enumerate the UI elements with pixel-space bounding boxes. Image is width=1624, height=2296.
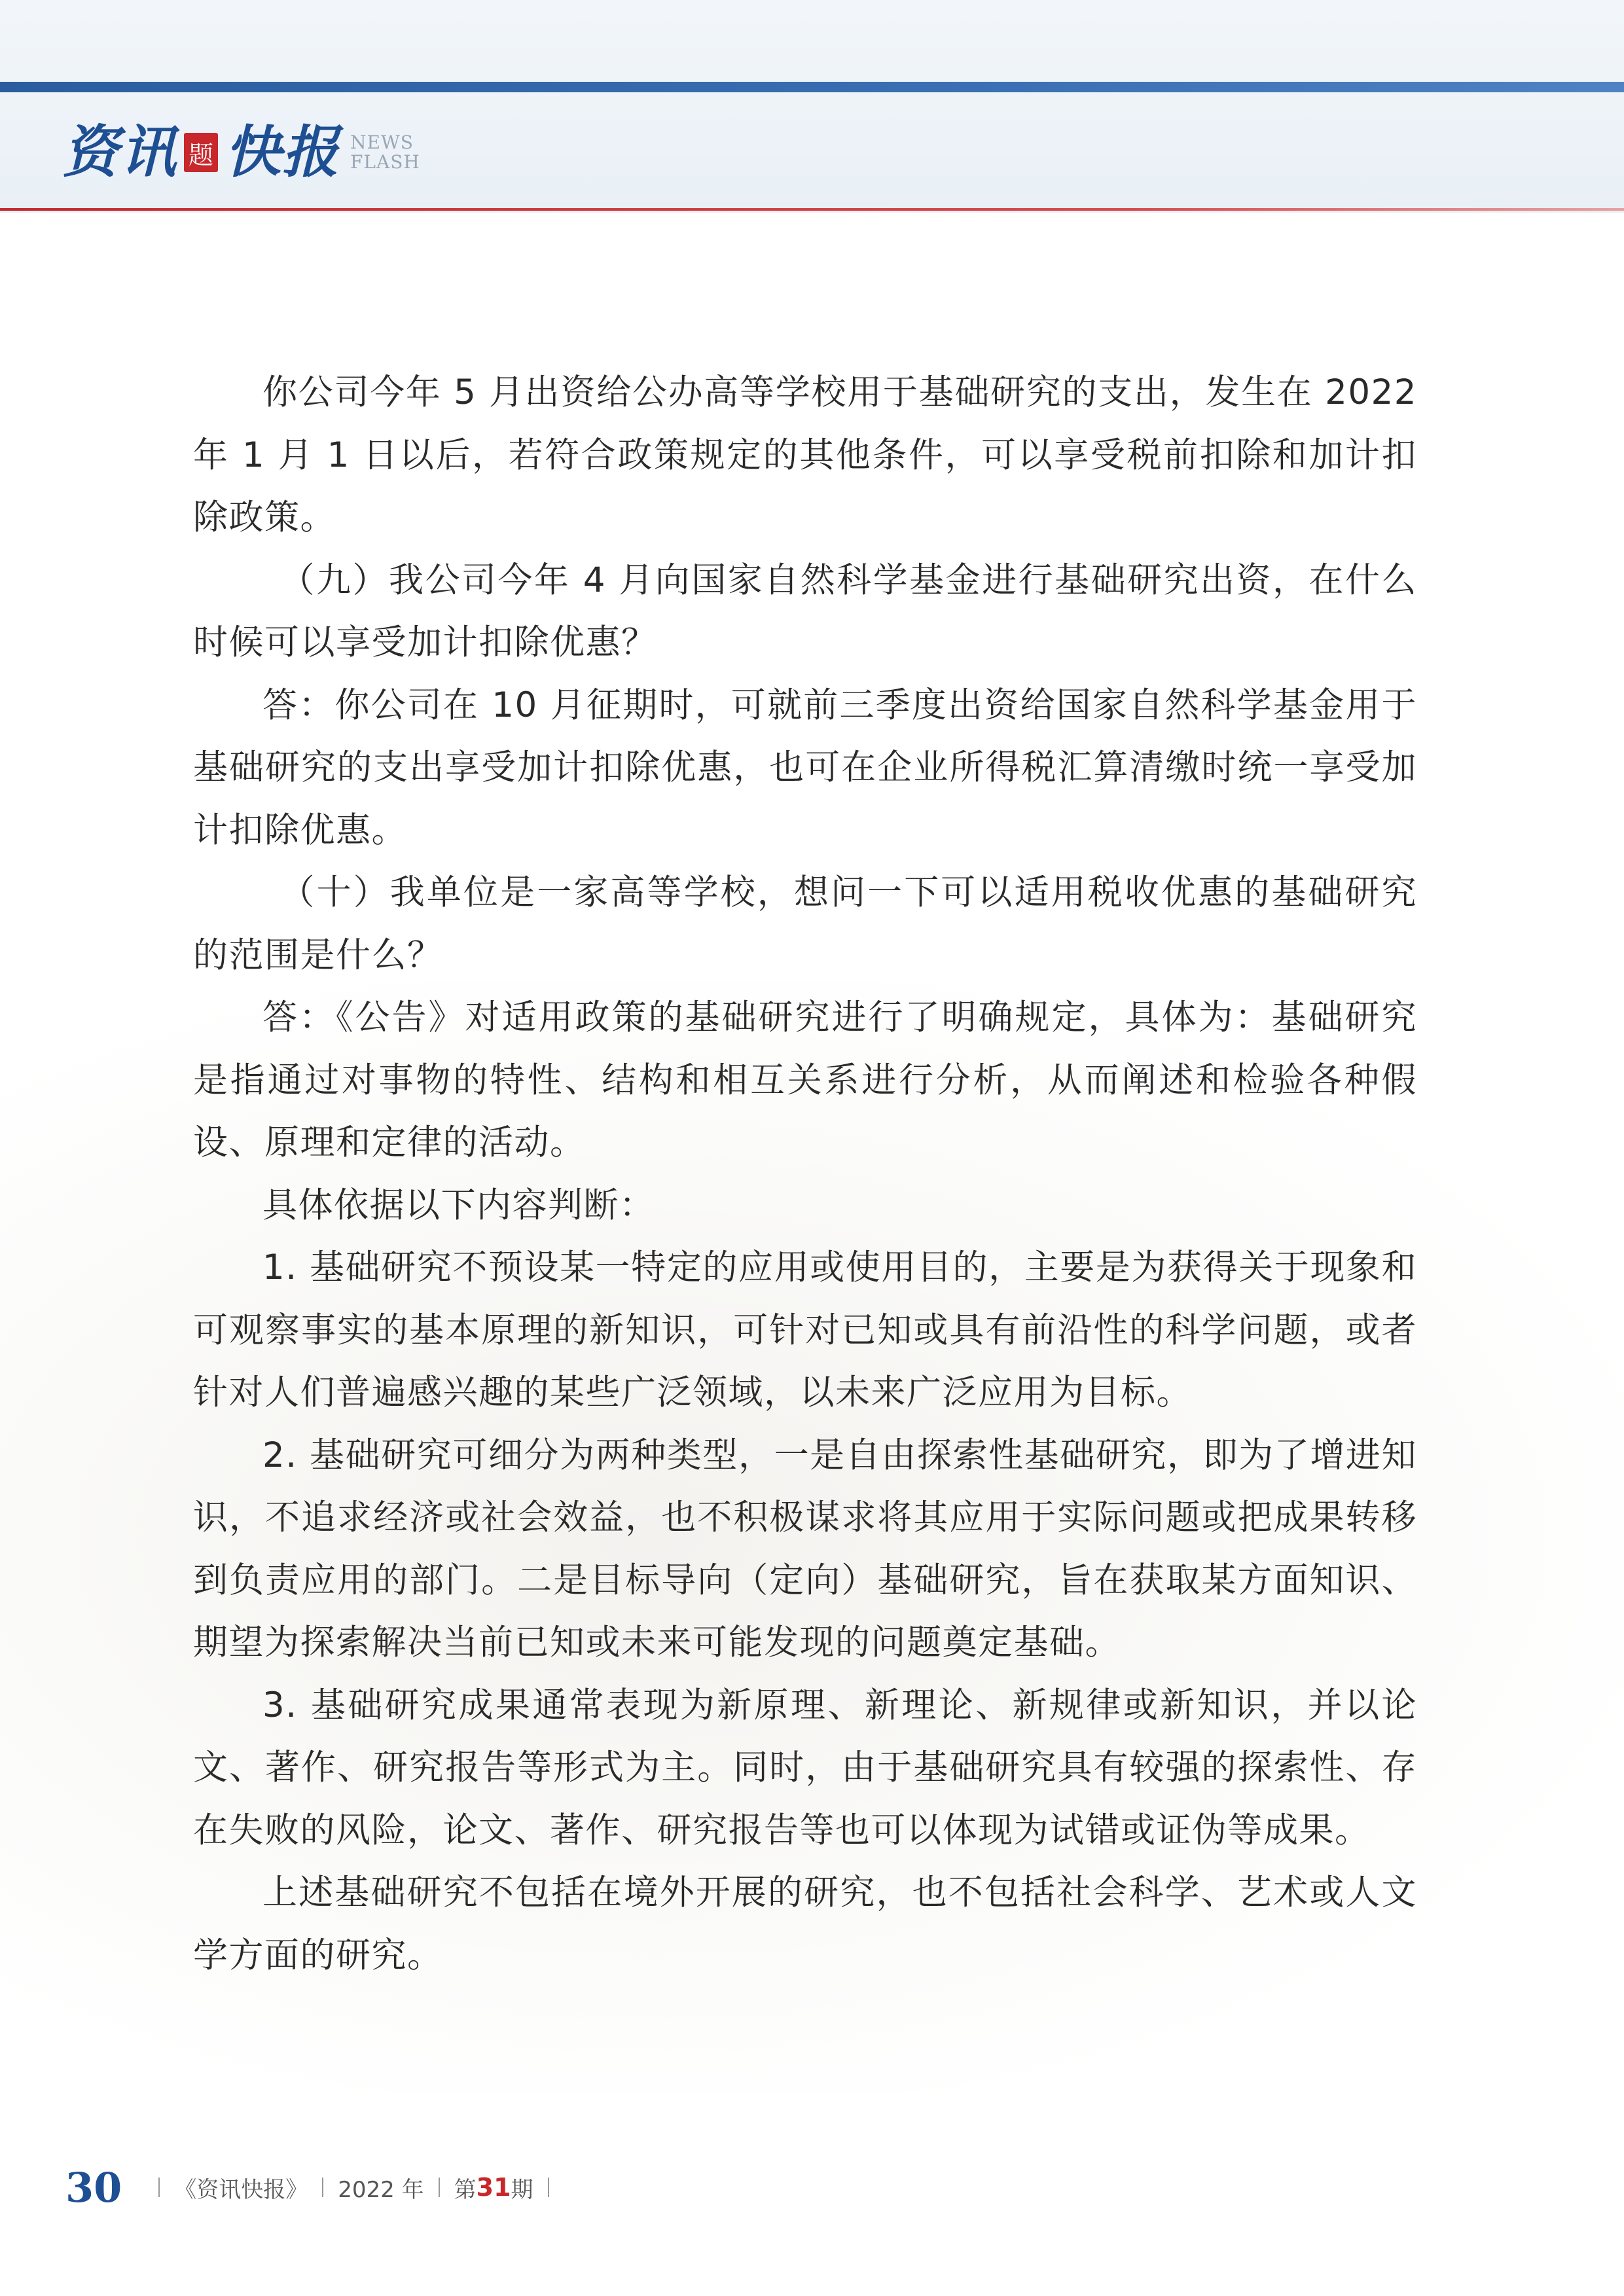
footer-divider [158, 2178, 160, 2197]
criteria-intro: 具体依据以下内容判断： [262, 1185, 655, 1225]
issue-number: 31 [476, 2173, 511, 2202]
masthead-english [350, 133, 420, 172]
answer-10: 答：《公告》对适用政策的基础研究进行了明确规定，具体为：基础研究是指通过对事物的特性、结构和相互关系进行分析，从而阐述和检验各种假设、原理和定律的活动。 [193, 997, 1417, 1162]
header-bottom-rule [0, 208, 1624, 211]
publication-year: 2022 年 [338, 2176, 424, 2203]
masthead-seal: 题 [184, 133, 218, 172]
header-top-rule [0, 82, 1624, 92]
article-body [193, 361, 1417, 1986]
paragraph-1: 你公司今年 5 月出资给公办高等学校用于基础研究的支出，发生在 2022 年 1 月 1 日以后，若符合政策规定的其他条件，可以享受税前扣除和加计扣除政策。 [193, 372, 1417, 537]
masthead-title-part1: 资讯 [62, 119, 177, 185]
issue-prefix: 第 [454, 2176, 477, 2203]
masthead-english-line1: NEWS [350, 132, 414, 153]
footer-divider [322, 2178, 323, 2197]
question-9: （九）我公司今年 4 月向国家自然科学基金进行基础研究出资，在什么时候可以享受加计扣除优惠？ [193, 560, 1417, 662]
criteria-item-2: 2. 基础研究可细分为两种类型，一是自由探索性基础研究，即为了增进知识，不追求经济或社会效益，也不积极谋求将其应用于实际问题或把成果转移到负责应用的部门。二是目标导向（定向）基础研究，旨在获取某方面知识、期望为探索解决当前已知或未来可能发现的问题奠定基础。 [193, 1435, 1417, 1662]
page-header [0, 0, 1624, 213]
masthead-logo [62, 117, 420, 188]
page-footer [65, 2161, 564, 2214]
page-number: 30 [65, 2163, 122, 2212]
criteria-item-3: 3. 基础研究成果通常表现为新原理、新理论、新规律或新知识，并以论文、著作、研究报告等形式为主。同时，由于基础研究具有较强的探索性、存在失败的风险，论文、著作、研究报告等也可以体现为试错或证伪等成果。 [193, 1685, 1417, 1850]
answer-9: 答：你公司在 10 月征期时，可就前三季度出资给国家自然科学基金用于基础研究的支出享受加计扣除优惠，也可在企业所得税汇算清缴时统一享受加计扣除优惠。 [193, 685, 1417, 850]
footer-divider [548, 2178, 549, 2197]
footer-divider [439, 2178, 440, 2197]
criteria-item-1: 1. 基础研究不预设某一特定的应用或使用目的，主要是为获得关于现象和可观察事实的基本原理的新知识，可针对已知或具有前沿性的科学问题，或者针对人们普遍感兴趣的某些广泛领域，以未来广泛应用为目标。 [193, 1247, 1417, 1412]
publication-name: 《资讯快报》 [174, 2176, 308, 2203]
masthead-title-part2: 快报 [225, 119, 340, 185]
issue-suffix: 期 [511, 2176, 533, 2203]
masthead-english-line2: FLASH [350, 151, 420, 173]
closing-paragraph: 上述基础研究不包括在境外开展的研究，也不包括社会科学、艺术或人文学方面的研究。 [193, 1873, 1417, 1975]
question-10: （十）我单位是一家高等学校，想问一下可以适用税收优惠的基础研究的范围是什么？ [193, 872, 1417, 975]
